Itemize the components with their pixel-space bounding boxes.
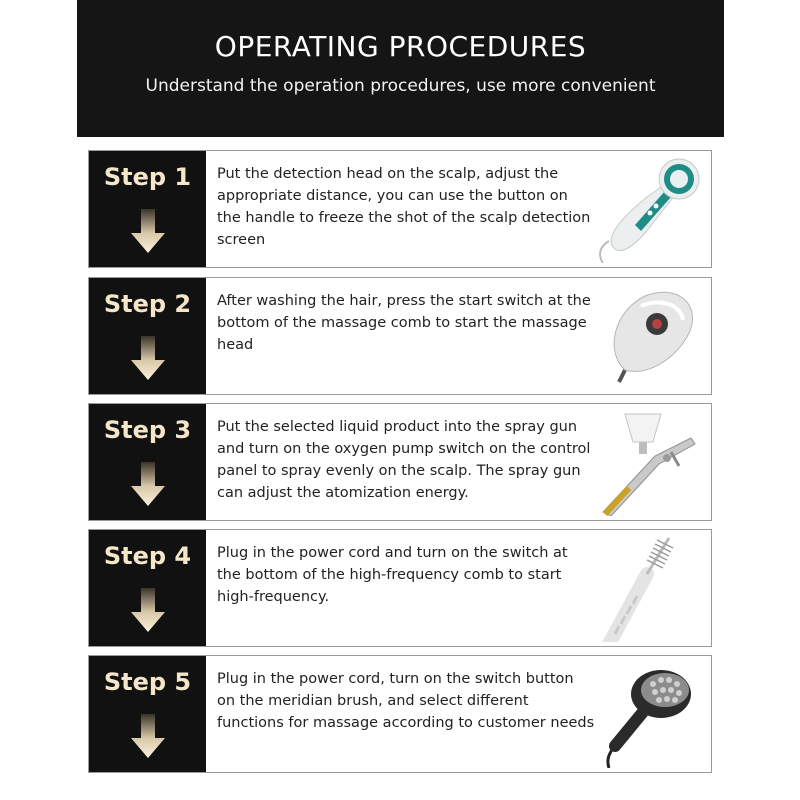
step-label: Step 2 — [103, 290, 192, 318]
step-card-5 — [88, 655, 712, 773]
step-card-4 — [88, 529, 712, 647]
page-title: OPERATING PROCEDURES — [214, 30, 587, 63]
step-description: After washing the hair, press the start switch at the bottom of the massage comb to start the massage head — [217, 293, 591, 353]
arrow-down-icon — [131, 209, 165, 253]
high-frequency-comb-icon — [595, 534, 705, 642]
step-description: Put the detection head on the scalp, adjust the appropriate distance, you can use the button on the handle to freeze the shot of the scalp detection screen — [217, 166, 591, 248]
step-badge — [89, 278, 206, 394]
step-label: Step 1 — [103, 163, 192, 191]
step-card-1 — [88, 150, 712, 268]
spray-gun-icon — [595, 408, 705, 516]
scalp-detector-icon — [595, 155, 705, 263]
step-description: Plug in the power cord, turn on the switch button on the meridian brush, and select different functions for massage according to customer needs — [217, 671, 595, 731]
step-badge — [89, 151, 206, 267]
step-label: Step 5 — [103, 668, 192, 696]
arrow-down-icon — [131, 462, 165, 506]
meridian-brush-icon — [595, 660, 705, 768]
header-banner — [77, 0, 724, 137]
step-card-2 — [88, 277, 712, 395]
arrow-down-icon — [131, 336, 165, 380]
massage-comb-icon — [595, 282, 705, 390]
step-description: Put the selected liquid product into the spray gun and turn on the oxygen pump switch on the control panel to spray evenly on the scalp. The spray gun can adjust the atomization energy. — [217, 419, 591, 501]
step-badge — [89, 656, 206, 772]
arrow-down-icon — [131, 714, 165, 758]
step-description: Plug in the power cord and turn on the switch at the bottom of the high-frequency comb to start high-frequency. — [217, 545, 568, 605]
step-badge — [89, 530, 206, 646]
arrow-down-icon — [131, 588, 165, 632]
page-subtitle: Understand the operation procedures, use more convenient — [145, 76, 656, 96]
step-label: Step 3 — [103, 416, 192, 444]
step-badge — [89, 404, 206, 520]
step-card-3 — [88, 403, 712, 521]
step-label: Step 4 — [103, 542, 192, 570]
